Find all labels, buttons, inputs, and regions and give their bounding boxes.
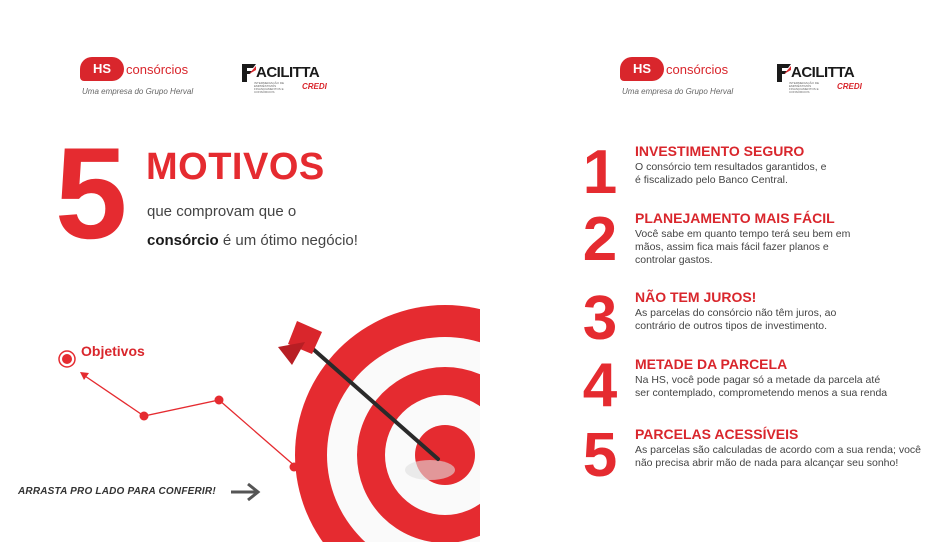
right-slide <box>480 0 935 542</box>
reason-item <box>575 284 935 353</box>
facilitta-small-text: INTERMEDIAÇÃO DE EMPRÉSTIMOS FINANCIAMENTOS E CONSÓRCIOS <box>254 81 285 94</box>
reason-item <box>575 138 935 207</box>
hs-consorcios-logo <box>620 57 740 101</box>
path-arrowhead-icon <box>80 372 89 380</box>
reason-description: Na HS, você pode pagar só a metade da parcela até ser contemplado, comprometendo menos a sua renda <box>635 374 888 399</box>
reason-title: INVESTIMENTO SEGURO <box>635 143 805 159</box>
headline-motivos: MOTIVOS <box>146 146 325 188</box>
path-node <box>215 396 224 405</box>
hs-logo-tagline: Uma empresa do Grupo Herval <box>622 87 734 96</box>
target-bullseye-icon <box>295 305 480 542</box>
reason-item <box>575 351 935 420</box>
arrow-right-icon[interactable] <box>229 482 263 502</box>
path-node <box>140 412 149 421</box>
hs-logo-bubble: HS <box>80 57 124 81</box>
reason-title: METADE DA PARCELA <box>635 356 788 372</box>
reason-item <box>575 421 935 490</box>
big-number-five: 5 <box>55 120 128 266</box>
reason-description: Você sabe em quanto tempo terá seu bem em mãos, assim fica mais fácil fazer planos e controlar gastos. <box>635 228 851 266</box>
facilitta-name: ACILITTA <box>791 64 855 81</box>
reason-number: 2 <box>582 205 618 274</box>
target-small-icon-center <box>62 354 72 364</box>
subtitle-line-1: que comprovam que o <box>147 203 297 220</box>
subtitle-bold: consórcio <box>147 232 219 249</box>
reason-title: PARCELAS ACESSÍVEIS <box>635 426 799 442</box>
hs-logo-tagline: Uma empresa do Grupo Herval <box>82 87 194 96</box>
path-line <box>82 374 296 467</box>
hs-logo-bubble: HS <box>620 57 664 81</box>
reason-number: 5 <box>582 421 618 490</box>
reason-item <box>575 205 935 280</box>
facilitta-credi: CREDI <box>837 82 862 91</box>
swipe-cta-text: ARRASTA PRO LADO PARA CONFERIR! <box>18 486 216 497</box>
facilitta-small-text: INTERMEDIAÇÃO DE EMPRÉSTIMOS FINANCIAMENTOS E CONSÓRCIOS <box>789 81 820 94</box>
reason-title: PLANEJAMENTO MAIS FÁCIL <box>635 210 835 226</box>
reason-number: 4 <box>582 351 618 420</box>
subtitle-rest: é um ótimo negócio! <box>218 232 358 249</box>
reason-number: 3 <box>582 284 618 353</box>
reason-description: As parcelas são calculadas de acordo com a sua renda; você não precisa abrir mão de nada para alcançar seu sonho! <box>635 444 921 469</box>
reason-description: As parcelas do consórcio não têm juros, ao contrário de outros tipos de investimento. <box>635 307 837 332</box>
hs-logo-word: consórcios <box>666 62 729 77</box>
hs-logo-word: consórcios <box>126 62 189 77</box>
objetivos-label: Objetivos <box>81 343 145 359</box>
facilitta-credi-logo <box>775 62 865 96</box>
reason-number: 1 <box>582 138 618 207</box>
facilitta-name: ACILITTA <box>256 64 320 81</box>
facilitta-credi: CREDI <box>302 82 327 91</box>
reason-title: NÃO TEM JUROS! <box>635 289 757 305</box>
reason-description: O consórcio tem resultados garantidos, e é fiscalizado pelo Banco Central. <box>635 161 827 186</box>
